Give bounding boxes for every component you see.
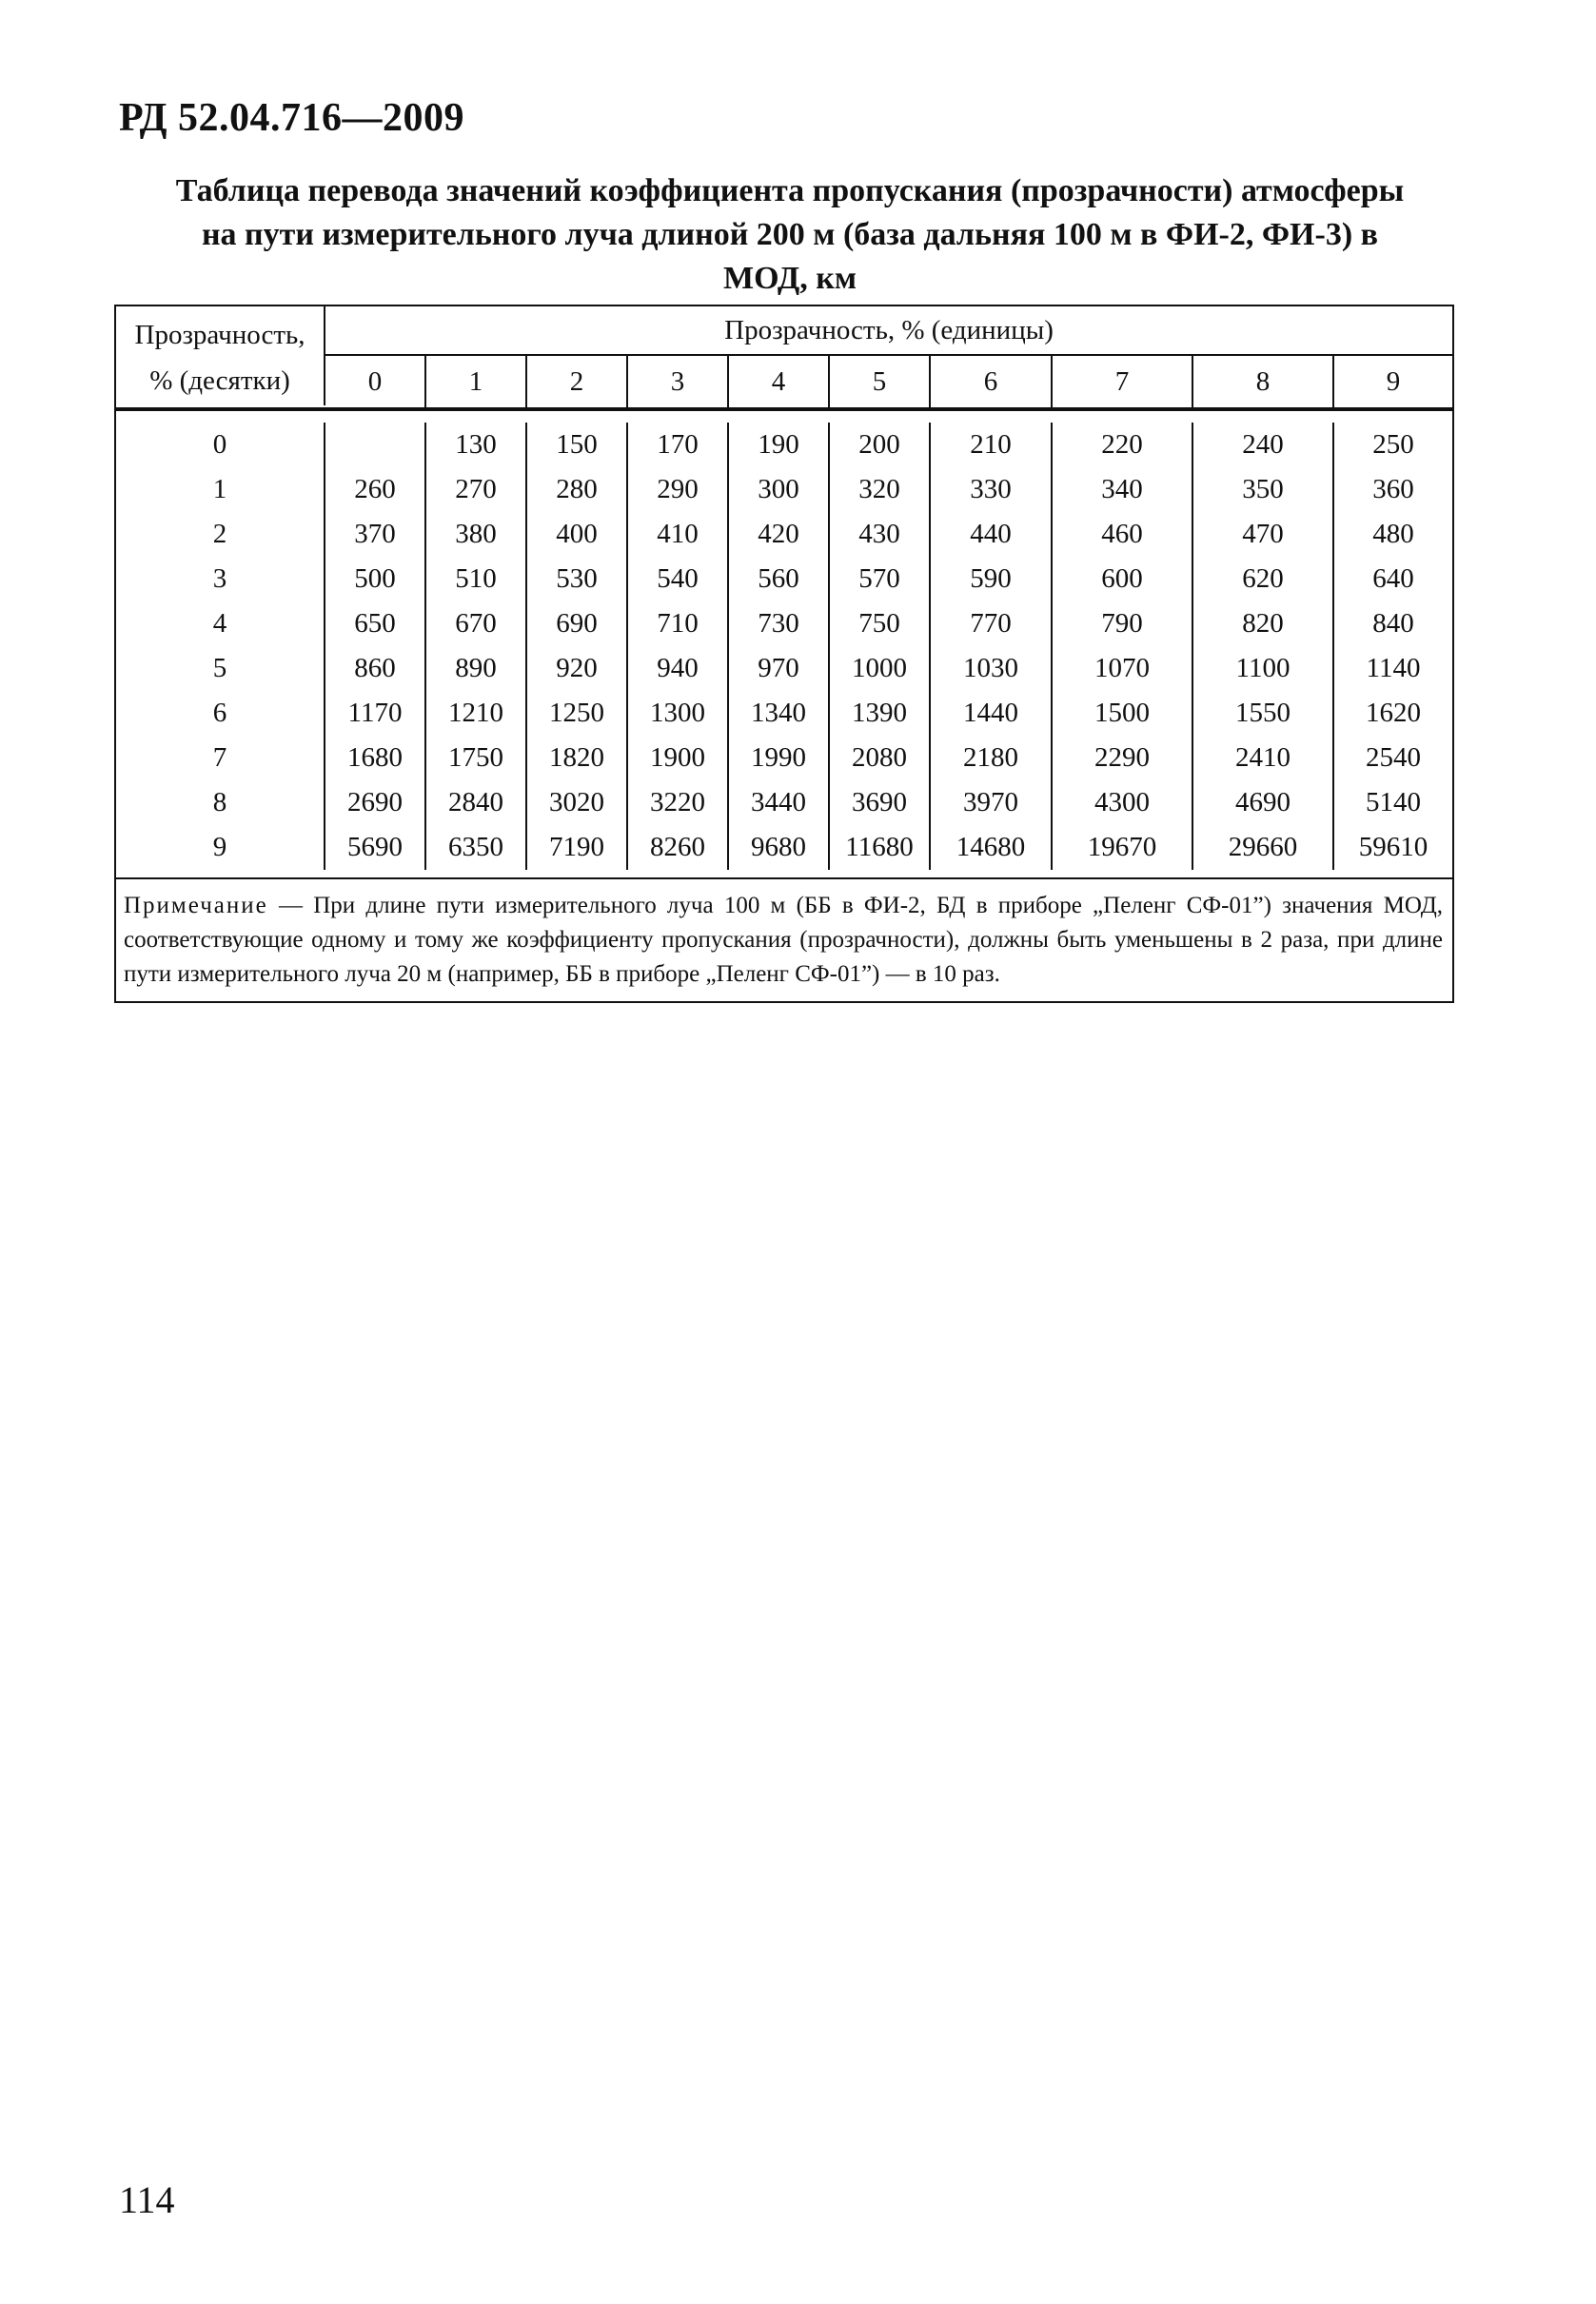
stub-header-line-2: % (десятки)	[149, 365, 290, 396]
tens-cell: 1	[116, 467, 325, 512]
value-cell: 4300	[1053, 780, 1193, 825]
table-note	[116, 879, 1452, 1001]
value-cell: 1500	[1053, 691, 1193, 736]
value-cell: 1680	[325, 736, 426, 780]
value-cell: 190	[729, 423, 830, 467]
value-cell: 1550	[1193, 691, 1334, 736]
table-row	[116, 646, 1452, 691]
value-cell: 300	[729, 467, 830, 512]
tens-cell: 8	[116, 780, 325, 825]
value-cell: 460	[1053, 512, 1193, 557]
value-cell: 500	[325, 557, 426, 601]
unit-digit-header: 4	[729, 356, 830, 407]
table-row	[116, 557, 1452, 601]
units-header-area	[325, 306, 1452, 407]
value-cell: 430	[830, 512, 931, 557]
value-cell: 590	[931, 557, 1053, 601]
value-cell: 840	[1372, 608, 1414, 639]
unit-digit-header: 1	[426, 356, 527, 407]
value-cell: 3220	[628, 780, 729, 825]
table-row	[116, 691, 1452, 736]
value-cell: 770	[931, 601, 1053, 646]
tens-cell: 7	[116, 736, 325, 780]
value-cell: 8260	[628, 825, 729, 870]
unit-digit-header-row	[325, 356, 1452, 407]
value-cell: 2180	[931, 736, 1053, 780]
value-cell: 1820	[527, 736, 628, 780]
tens-cell: 9	[116, 825, 325, 870]
value-cell: 670	[426, 601, 527, 646]
value-cell: 620	[1193, 557, 1334, 601]
value-cell: 3020	[527, 780, 628, 825]
value-cell: 2290	[1053, 736, 1193, 780]
table-row	[116, 467, 1452, 512]
table-row	[116, 736, 1452, 780]
value-cell: 690	[527, 601, 628, 646]
value-cell: 1170	[325, 691, 426, 736]
value-cell: 1250	[527, 691, 628, 736]
value-cell: 3970	[931, 780, 1053, 825]
value-cell: 2840	[426, 780, 527, 825]
value-cell: 750	[830, 601, 931, 646]
value-cell: 1300	[628, 691, 729, 736]
value-cell: 510	[426, 557, 527, 601]
value-cell: 820	[1193, 601, 1334, 646]
note-label: Примечание	[124, 893, 268, 918]
value-cell: 370	[325, 512, 426, 557]
unit-digit-header: 2	[527, 356, 628, 407]
value-cell: 3440	[729, 780, 830, 825]
value-cell: 2080	[830, 736, 931, 780]
value-cell: 320	[830, 467, 931, 512]
value-cell: 9680	[729, 825, 830, 870]
value-cell: 1620	[1366, 698, 1421, 728]
caption-line-1: Таблица перевода значений коэффициента пропускания (прозрачности) атмосферы	[175, 173, 1405, 208]
stub-header	[116, 306, 325, 405]
value-cell: 260	[325, 467, 426, 512]
tens-cell: 3	[116, 557, 325, 601]
table-row	[116, 825, 1452, 870]
units-header: Прозрачность, % (единицы)	[325, 306, 1452, 356]
value-cell: 330	[931, 467, 1053, 512]
unit-digit-header: 7	[1053, 356, 1193, 407]
value-cell: 130	[426, 423, 527, 467]
page-number: 114	[119, 2178, 175, 2221]
table-body	[116, 411, 1452, 879]
value-cell: 290	[628, 467, 729, 512]
value-cell: 640	[1372, 563, 1414, 594]
table-row	[116, 780, 1452, 825]
value-cell: 5690	[325, 825, 426, 870]
value-cell: 270	[426, 467, 527, 512]
value-cell: 4690	[1193, 780, 1334, 825]
value-cell: 380	[426, 512, 527, 557]
value-cell: 410	[628, 512, 729, 557]
value-cell: 420	[729, 512, 830, 557]
value-cell: 560	[729, 557, 830, 601]
table-row	[116, 423, 1452, 467]
caption-line-2: на пути измерительного луча длиной 200 м (база дальняя 100 м в ФИ-2, ФИ-3) в	[201, 217, 1379, 252]
table-caption	[119, 169, 1461, 301]
value-cell: 1070	[1053, 646, 1193, 691]
value-cell: 530	[527, 557, 628, 601]
unit-digit-header: 5	[830, 356, 931, 407]
value-cell: 1000	[830, 646, 931, 691]
value-cell: 480	[1372, 519, 1414, 549]
tens-cell: 4	[116, 601, 325, 646]
value-cell: 7190	[527, 825, 628, 870]
value-cell	[325, 423, 426, 467]
value-cell: 2540	[1366, 742, 1421, 773]
value-cell: 570	[830, 557, 931, 601]
value-cell: 2690	[325, 780, 426, 825]
value-cell: 1990	[729, 736, 830, 780]
value-cell: 1210	[426, 691, 527, 736]
value-cell: 1340	[729, 691, 830, 736]
value-cell: 1100	[1193, 646, 1334, 691]
value-cell: 400	[527, 512, 628, 557]
value-cell: 150	[527, 423, 628, 467]
value-cell: 650	[325, 601, 426, 646]
table-row	[116, 601, 1452, 646]
value-cell: 890	[426, 646, 527, 691]
stub-header-line-1: Прозрачность,	[134, 320, 305, 350]
value-cell: 29660	[1193, 825, 1334, 870]
value-cell: 340	[1053, 467, 1193, 512]
value-cell: 710	[628, 601, 729, 646]
value-cell: 730	[729, 601, 830, 646]
value-cell: 920	[527, 646, 628, 691]
unit-digit-header: 6	[931, 356, 1053, 407]
value-cell: 220	[1053, 423, 1193, 467]
value-cell: 1030	[931, 646, 1053, 691]
unit-digit-header: 8	[1193, 356, 1334, 407]
value-cell: 940	[628, 646, 729, 691]
value-cell: 1440	[931, 691, 1053, 736]
value-cell: 2410	[1193, 736, 1334, 780]
value-cell: 1750	[426, 736, 527, 780]
value-cell: 11680	[830, 825, 931, 870]
tens-cell: 0	[116, 423, 325, 467]
value-cell: 860	[325, 646, 426, 691]
value-cell: 1140	[1366, 653, 1421, 683]
unit-digit-header: 9	[1386, 366, 1401, 397]
value-cell: 19670	[1053, 825, 1193, 870]
value-cell: 1390	[830, 691, 931, 736]
value-cell: 6350	[426, 825, 527, 870]
value-cell: 970	[729, 646, 830, 691]
value-cell: 250	[1372, 429, 1414, 460]
value-cell: 240	[1193, 423, 1334, 467]
tens-cell: 6	[116, 691, 325, 736]
value-cell: 600	[1053, 557, 1193, 601]
value-cell: 170	[628, 423, 729, 467]
table-row	[116, 512, 1452, 557]
tens-cell: 5	[116, 646, 325, 691]
tens-cell: 2	[116, 512, 325, 557]
value-cell: 3690	[830, 780, 931, 825]
value-cell: 59610	[1358, 832, 1429, 862]
unit-digit-header: 0	[325, 356, 426, 407]
value-cell: 350	[1193, 467, 1334, 512]
table-header	[116, 306, 1452, 411]
value-cell: 1900	[628, 736, 729, 780]
unit-digit-header: 3	[628, 356, 729, 407]
value-cell: 790	[1053, 601, 1193, 646]
caption-line-3: МОД, км	[723, 261, 857, 296]
value-cell: 210	[931, 423, 1053, 467]
value-cell: 5140	[1366, 787, 1421, 817]
note-text: — При длине пути измерительного луча 100 м (ББ в ФИ-2, БД в приборе „Пеленг СФ-01”) значения МОД, соответствующие одному и тому же коэффициенту пропускания (прозрачности), должны быть уменьшены в 2 раза, при длине пути измерительного луча 20 м (например, ББ в приборе „Пеленг СФ-01”) — в 10 раз.	[124, 893, 1443, 987]
value-cell: 540	[628, 557, 729, 601]
value-cell: 360	[1372, 474, 1414, 504]
value-cell: 470	[1193, 512, 1334, 557]
value-cell: 200	[830, 423, 931, 467]
document-code: РД 52.04.716—2009	[119, 96, 465, 140]
conversion-table	[114, 305, 1454, 1003]
value-cell: 440	[931, 512, 1053, 557]
value-cell: 280	[527, 467, 628, 512]
value-cell: 14680	[931, 825, 1053, 870]
